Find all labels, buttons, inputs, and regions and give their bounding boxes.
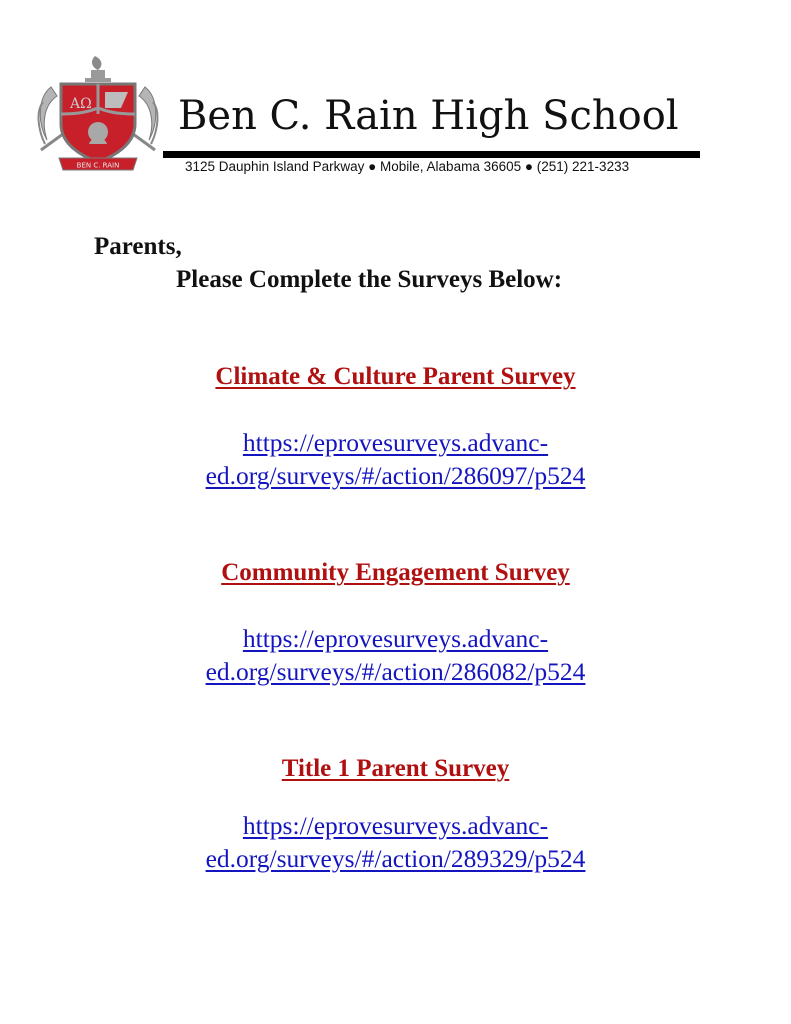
survey-community-engagement: [0, 558, 791, 688]
survey-title: Community Engagement Survey: [221, 559, 570, 586]
survey-link-line1[interactable]: https://eprovesurveys.advanc-: [242, 811, 549, 840]
survey-link-line1[interactable]: https://eprovesurveys.advanc-: [242, 624, 549, 653]
greeting: Parents,: [94, 233, 182, 260]
survey-link[interactable]: [0, 809, 791, 875]
survey-title: Title 1 Parent Survey: [281, 755, 510, 782]
survey-title-1-parent: [0, 754, 791, 875]
svg-text:BEN C. RAIN: BEN C. RAIN: [76, 161, 120, 170]
survey-link[interactable]: [0, 622, 791, 688]
survey-link-line2[interactable]: ed.org/surveys/#/action/289329/p524: [205, 844, 586, 873]
survey-link-line1[interactable]: https://eprovesurveys.advanc-: [242, 428, 549, 457]
crest-icon: [33, 52, 163, 174]
survey-link-line2[interactable]: ed.org/surveys/#/action/286097/p524: [205, 461, 586, 490]
svg-text:AΩ: AΩ: [70, 96, 92, 112]
school-address: 3125 Dauphin Island Parkway ● Mobile, Alabama 36605 ● (251) 221-3233: [185, 159, 630, 174]
survey-title: Climate & Culture Parent Survey: [215, 363, 576, 390]
school-name: Ben C. Rain High School: [178, 93, 679, 139]
instruction-heading: Please Complete the Surveys Below:: [176, 266, 563, 293]
header-rule: [163, 151, 700, 158]
survey-link-line2[interactable]: ed.org/surveys/#/action/286082/p524: [205, 657, 586, 686]
school-crest-logo: [33, 52, 163, 174]
survey-link[interactable]: [0, 426, 791, 492]
survey-climate-culture: [0, 362, 791, 492]
